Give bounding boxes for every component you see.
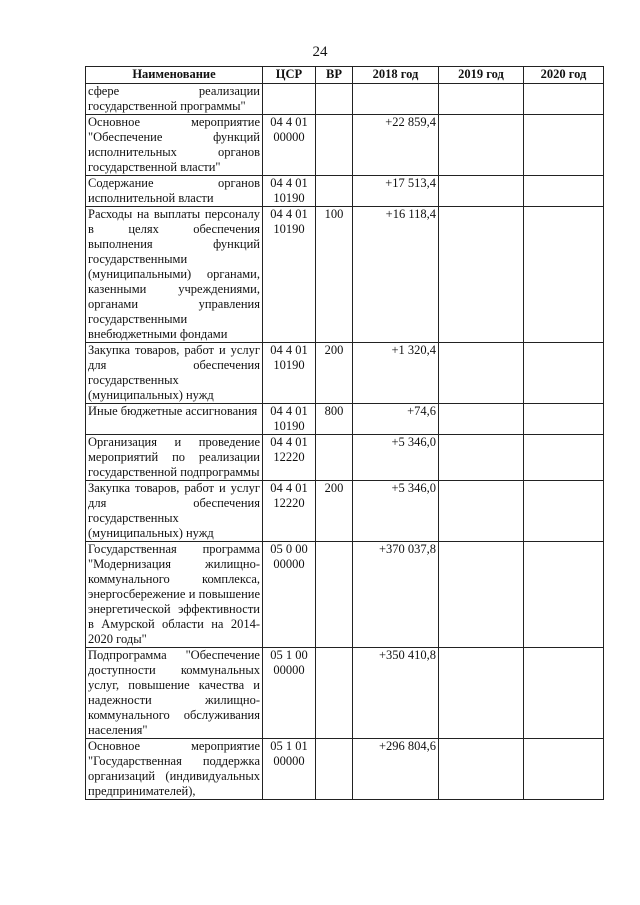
table-row [86, 176, 604, 207]
table-header-row [86, 67, 604, 84]
row-amount-2020 [524, 207, 604, 343]
row-name: Закупка товаров, работ и услуг для обеспечения государственных (муниципальных) нужд [86, 343, 263, 404]
row-amount-2020 [524, 542, 604, 648]
row-amount-2019 [439, 481, 524, 542]
row-amount-2018: +16 118,4 [353, 207, 439, 343]
row-name: Содержание органов исполнительной власти [86, 176, 263, 207]
table-row [86, 404, 604, 435]
row-name: Основное мероприятие "Государственная поддержка организаций (индивидуальных предпринимателей), [86, 739, 263, 800]
row-csr: 05 0 00 00000 [263, 542, 316, 648]
row-vr [316, 84, 353, 115]
table-row [86, 648, 604, 739]
row-amount-2020 [524, 739, 604, 800]
row-amount-2019 [439, 404, 524, 435]
row-amount-2019 [439, 84, 524, 115]
row-amount-2019 [439, 435, 524, 481]
row-amount-2020 [524, 481, 604, 542]
row-csr: 04 4 01 10190 [263, 343, 316, 404]
row-csr: 05 1 01 00000 [263, 739, 316, 800]
row-csr: 04 4 01 12220 [263, 481, 316, 542]
row-name: Расходы на выплаты персоналу в целях обеспечения выполнения функций государственными (муниципальными) органами, казенными учреждениями, органами управления государственными внебюджетными фондами [86, 207, 263, 343]
row-csr [263, 84, 316, 115]
table-row [86, 739, 604, 800]
row-vr [316, 115, 353, 176]
row-amount-2019 [439, 343, 524, 404]
row-name: сфере реализации государственной программы" [86, 84, 263, 115]
row-vr [316, 648, 353, 739]
row-amount-2019 [439, 115, 524, 176]
row-amount-2020 [524, 343, 604, 404]
row-amount-2018: +296 804,6 [353, 739, 439, 800]
row-amount-2019 [439, 648, 524, 739]
row-amount-2019 [439, 739, 524, 800]
row-vr: 100 [316, 207, 353, 343]
table-row [86, 481, 604, 542]
column-header-2019: 2019 год [439, 67, 524, 84]
row-amount-2018: +5 346,0 [353, 435, 439, 481]
row-name: Организация и проведение мероприятий по реализации государственной подпрограммы [86, 435, 263, 481]
row-name: Подпрограмма "Обеспечение доступности коммунальных услуг, повышение качества и надежности жилищно-коммунального обслуживания населения" [86, 648, 263, 739]
row-vr [316, 435, 353, 481]
row-csr: 04 4 01 00000 [263, 115, 316, 176]
column-header-2020: 2020 год [524, 67, 604, 84]
row-amount-2018 [353, 84, 439, 115]
row-amount-2018: +17 513,4 [353, 176, 439, 207]
row-vr [316, 739, 353, 800]
column-header-csr: ЦСР [263, 67, 316, 84]
row-name: Государственная программа "Модернизация жилищно-коммунального комплекса, энергосбережение и повышение энергетической эффективности в Амурской области на 2014-2020 годы" [86, 542, 263, 648]
row-amount-2020 [524, 648, 604, 739]
row-csr: 05 1 00 00000 [263, 648, 316, 739]
row-amount-2019 [439, 542, 524, 648]
row-vr: 200 [316, 343, 353, 404]
table-row [86, 84, 604, 115]
row-csr: 04 4 01 10190 [263, 176, 316, 207]
column-header-vr: ВР [316, 67, 353, 84]
row-amount-2020 [524, 404, 604, 435]
row-vr [316, 176, 353, 207]
row-name: Основное мероприятие "Обеспечение функций исполнительных органов государственной власти" [86, 115, 263, 176]
page-number: 24 [312, 44, 328, 60]
row-name: Иные бюджетные ассигнования [86, 404, 263, 435]
column-header-name: Наименование [86, 67, 263, 84]
row-amount-2020 [524, 435, 604, 481]
row-amount-2018: +74,6 [353, 404, 439, 435]
row-amount-2019 [439, 207, 524, 343]
row-amount-2018: +350 410,8 [353, 648, 439, 739]
table-row [86, 435, 604, 481]
row-amount-2018: +1 320,4 [353, 343, 439, 404]
row-csr: 04 4 01 10190 [263, 207, 316, 343]
row-amount-2019 [439, 176, 524, 207]
row-amount-2020 [524, 115, 604, 176]
row-csr: 04 4 01 10190 [263, 404, 316, 435]
column-header-2018: 2018 год [353, 67, 439, 84]
row-csr: 04 4 01 12220 [263, 435, 316, 481]
table-row [86, 207, 604, 343]
row-amount-2018: +22 859,4 [353, 115, 439, 176]
table-row [86, 115, 604, 176]
row-name: Закупка товаров, работ и услуг для обеспечения государственных (муниципальных) нужд [86, 481, 263, 542]
row-amount-2020 [524, 176, 604, 207]
table-row [86, 542, 604, 648]
budget-table [85, 66, 604, 800]
row-amount-2018: +5 346,0 [353, 481, 439, 542]
table-row [86, 343, 604, 404]
row-amount-2018: +370 037,8 [353, 542, 439, 648]
row-amount-2020 [524, 84, 604, 115]
row-vr: 200 [316, 481, 353, 542]
row-vr: 800 [316, 404, 353, 435]
row-vr [316, 542, 353, 648]
